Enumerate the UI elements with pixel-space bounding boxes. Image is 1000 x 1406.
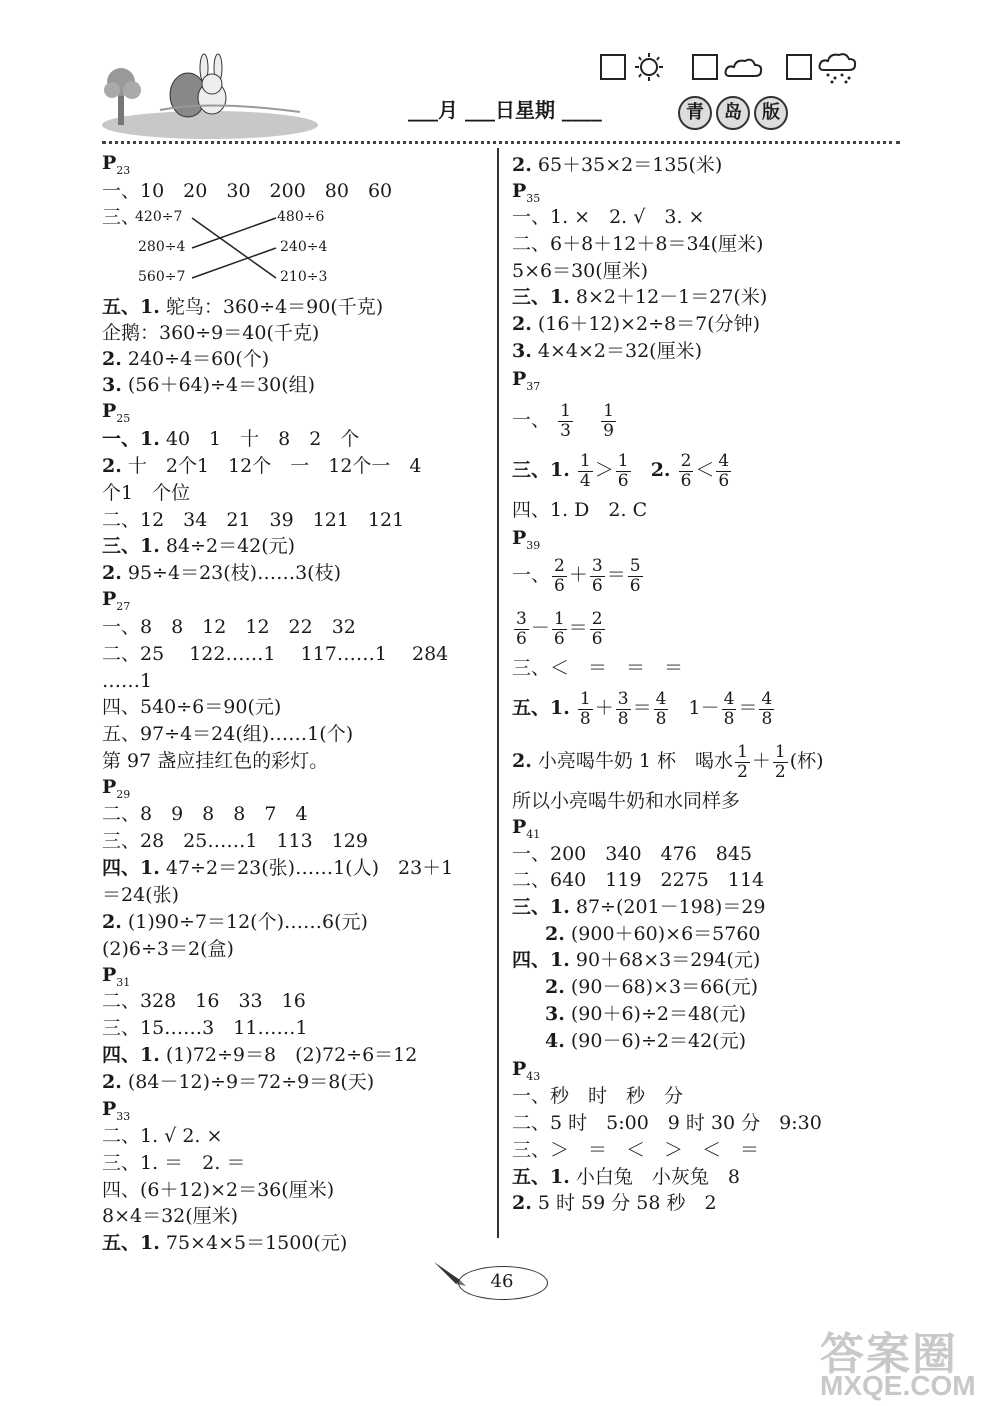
answer-line: 2. (16＋12)×2÷8＝7(分钟) [512,313,760,335]
answer-line: 2. (900＋60)×6＝5760 [545,923,761,945]
rain-cloud-icon [818,52,862,84]
answer-line: 一、8 8 12 12 22 32 [102,616,356,638]
edition-seal-2: 岛 [716,96,750,130]
edition-seal-1: 青 [678,96,712,130]
answer-line: 四、1. (1)72÷9＝8 (2)72÷6＝12 [102,1044,418,1066]
fraction-line: 2. 小亮喝牛奶 1 杯 喝水 $\frac{1}{2}$ ＋ $\frac{1}{2}$ (杯) [512,741,824,782]
answer-line: 五、97÷4＝24(组)……1(个) [102,723,354,745]
answer-line: ……1 [102,670,153,692]
answer-line: 企鹅：360÷9＝40(千克) [102,322,320,344]
answer-line: 一、1. 40 1 十 8 2 个 [102,428,360,450]
answer-line: 二、8 9 8 8 7 4 [102,803,308,825]
answer-line: 三、＞ ＝ ＜ ＞ ＜ ＝ [512,1139,760,1161]
answer-line: 一、10 20 30 200 80 60 [102,180,393,202]
fraction-line: 五、1. $\frac{1}{8}$ ＋ $\frac{3}{8}$ ＝ $\frac{4}{8}$ 1－ $\frac{4}{8}$ ＝ $\frac{4}{8}$ [512,688,773,729]
answer-line: ＝24(张) [102,884,180,906]
answer-line: 四、1. 90＋68×3＝294(元) [512,949,761,971]
answer-line: 2. (1)90÷7＝12(个)……6(元) [102,911,368,933]
match-right-2: 240÷4 [280,239,328,255]
match-left-2: 280÷4 [138,239,186,255]
answer-line: 2. (84－12)÷9＝72÷9＝8(天) [102,1071,375,1093]
answer-line: 四、(6＋12)×2＝36(厘米) [102,1179,335,1201]
weather-checkbox-rainy[interactable] [786,54,812,80]
answer-line: 三、1. 8×2＋12－1＝27(米) [512,286,768,308]
answer-line: 二、25 122……1 117……1 284 [102,643,449,665]
header-illustration [100,40,320,140]
page-ref-p33: $P_{33}$ [102,1098,131,1123]
answer-line: 2. 240÷4＝60(个) [102,348,270,370]
weather-boxes [600,52,870,84]
page-ref-p41: $P_{41}$ [512,816,541,841]
date-line: ___月 ___日星期 ____ [408,98,602,122]
match-left-3: 560÷7 [138,269,186,285]
answer-line: 4. (90－6)÷2＝42(元) [545,1030,746,1052]
watermark-logo: 答案圈 [820,1329,958,1380]
page-ref-p29: $P_{29}$ [102,776,131,801]
match-right-3: 210÷3 [280,269,328,285]
page-ref-p39: $P_{39}$ [512,527,541,552]
answer-line: 三、＜ ＝ ＝ ＝ [512,657,684,679]
fraction-line: $\frac{3}{6}$ － $\frac{1}{6}$ ＝ $\frac{2}{6}$ [516,608,603,649]
answer-line: 3. (90＋6)÷2＝48(元) [545,1003,746,1025]
answer-line: 5×6＝30(厘米) [512,260,649,282]
answer-line: 四、540÷6＝90(元) [102,696,282,718]
answer-line: 3. 4×4×2＝32(厘米) [512,340,702,362]
answer-line: 三、1. ＝ 2. ＝ [102,1152,246,1174]
page-ref-p23: $P_{23}$ [102,152,131,177]
answer-line: 2. 5 时 59 分 58 秒 2 [512,1192,717,1214]
page-ref-p43: $P_{43}$ [512,1058,541,1083]
answer-line: 第 97 盏应挂红色的彩灯。 [102,750,329,772]
answer-line: 2. (90－68)×3＝66(元) [545,976,759,998]
answer-line: 2. 65＋35×2＝135(米) [512,154,723,176]
answer-line: 所以小亮喝牛奶和水同样多 [512,790,741,812]
answer-line: 二、6＋8＋12＋8＝34(厘米) [512,233,764,255]
answer-line: 一、秒 时 秒 分 [512,1085,684,1107]
weather-checkbox-cloudy[interactable] [692,54,718,80]
answer-line: 二、640 119 2275 114 [512,869,765,891]
answer-line: 一、200 340 476 845 [512,843,753,865]
page-ref-p25: $P_{25}$ [102,400,131,425]
answer-line: 8×4＝32(厘米) [102,1205,239,1227]
answer-line: 三、28 25……1 113 129 [102,830,368,852]
page-ref-p37: $P_{37}$ [512,368,541,393]
answer-line: 2. 95÷4＝23(枝)……3(枝) [102,562,341,584]
answer-line: 五、1. 小白兔 小灰兔 8 [512,1166,740,1188]
cloud-icon [724,54,764,80]
page-ref-p31: $P_{31}$ [102,964,131,989]
weather-checkbox-sunny[interactable] [600,54,626,80]
sun-icon [632,52,666,82]
answer-line: 三、1. 87÷(201－198)＝29 [512,896,766,918]
answer-line: (2)6÷3＝2(盒) [102,938,234,960]
answer-line: 四、1. D 2. C [512,499,648,521]
answer-line: 四、1. 47÷2＝23(张)……1(人) 23＋1 [102,857,454,879]
answer-line: 三、15……3 11……1 [102,1017,308,1039]
answer-line: 五、1. 75×4×5＝1500(元) [102,1232,348,1254]
page-number: 46 [490,1271,514,1292]
header-divider [102,141,900,144]
answer-line: 二、328 16 33 16 [102,990,306,1012]
answer-line: 三、1. 84÷2＝42(元) [102,535,296,557]
edition-seal-3: 版 [754,96,788,130]
page-ref-p35: $P_{35}$ [512,180,541,205]
fraction-line: 一、 $\frac{1}{3}$ $\frac{1}{9}$ [512,400,614,441]
fraction-line: 三、1. $\frac{1}{4}$ ＞ $\frac{1}{6}$ 2. $\frac{2}{6}$ ＜ $\frac{4}{6}$ [512,450,730,491]
answer-line: 一、1. × 2. √ 3. × [512,206,705,228]
answer-line: 2. 十 2个1 12个 一 12个一 4 [102,455,422,477]
page-ref-p27: $P_{27}$ [102,588,131,613]
answer-line: 五、1. 鸵鸟：360÷4＝90(千克) [102,296,384,318]
answer-line: 二、5 时 5:00 9 时 30 分 9:30 [512,1112,822,1134]
match-right-1: 480÷6 [277,209,325,225]
answer-line: 3. (56＋64)÷4＝30(组) [102,374,316,396]
match-lines [190,210,280,285]
answer-line: 三、 [102,206,141,228]
answer-line: 个1 个位 [102,482,191,504]
match-left-1: 420÷7 [135,209,183,225]
answer-line: 二、1. √ 2. × [102,1125,223,1147]
fraction-line: 一、 $\frac{2}{6}$ ＋ $\frac{3}{6}$ ＝ $\frac{5}{6}$ [512,555,641,596]
answer-line: 二、12 34 21 39 121 121 [102,509,405,531]
watermark-site: MXQE.COM [820,1370,976,1401]
column-divider [497,148,499,1238]
